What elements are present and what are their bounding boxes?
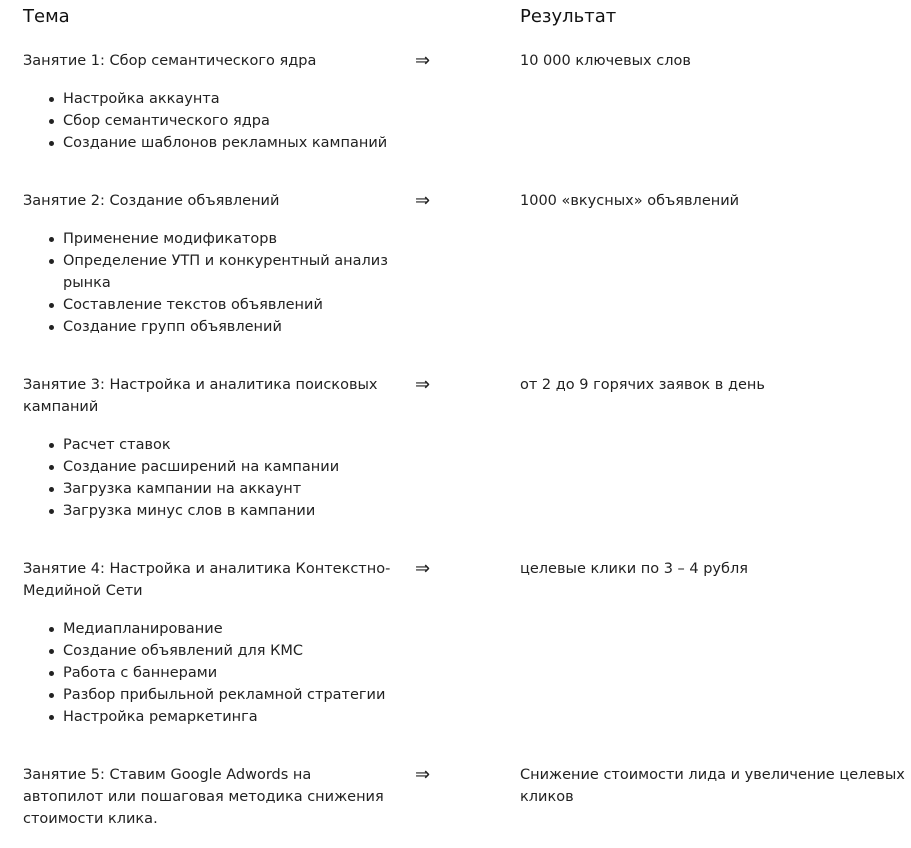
lesson-title: Занятие 4: Настройка и аналитика Контекстно-Медийной Сети <box>23 561 391 599</box>
lesson-result: 1000 «вкусных» объявлений <box>520 193 740 209</box>
list-item: Составление текстов объявлений <box>63 294 413 316</box>
right-arrow-icon: ⇒ <box>415 50 431 71</box>
list-item: Работа с баннерами <box>63 662 413 684</box>
list-item: Создание шаблонов рекламных кампаний <box>63 132 413 154</box>
lesson-items-list <box>23 228 413 338</box>
list-item: Определение УТП и конкурентный анализ рынка <box>63 250 413 294</box>
lesson-result: 10 000 ключевых слов <box>520 53 691 69</box>
list-item: Настройка аккаунта <box>63 88 413 110</box>
topic-column-header: Тема <box>23 6 70 27</box>
list-item: Создание расширений на кампании <box>63 456 413 478</box>
list-item: Расчет ставок <box>63 434 413 456</box>
right-arrow-icon: ⇒ <box>415 558 431 579</box>
list-item: Настройка ремаркетинга <box>63 706 413 728</box>
lesson-result: от 2 до 9 горячих заявок в день <box>520 377 765 393</box>
lesson-result: Снижение стоимости лида и увеличение целевых кликов <box>520 767 905 805</box>
lesson-items-list <box>23 88 413 154</box>
right-arrow-icon: ⇒ <box>415 374 431 395</box>
lesson-result: целевые клики по 3 – 4 рубля <box>520 561 748 577</box>
lesson-title: Занятие 2: Создание объявлений <box>23 193 280 209</box>
list-item: Создание объявлений для КМС <box>63 640 413 662</box>
list-item: Применение модификаторв <box>63 228 413 250</box>
lesson-items-list <box>23 434 413 522</box>
lesson-title: Занятие 3: Настройка и аналитика поисковых кампаний <box>23 377 378 415</box>
right-arrow-icon: ⇒ <box>415 764 431 785</box>
result-column-header: Результат <box>520 6 617 27</box>
lesson-items-list <box>23 618 413 728</box>
list-item: Загрузка кампании на аккаунт <box>63 478 413 500</box>
list-item: Разбор прибыльной рекламной стратегии <box>63 684 413 706</box>
list-item: Сбор семантического ядра <box>63 110 413 132</box>
list-item: Медиапланирование <box>63 618 413 640</box>
lesson-title: Занятие 5: Ставим Google Adwords на автопилот или пошаговая методика снижения стоимости клика. <box>23 767 384 827</box>
list-item: Загрузка минус слов в кампании <box>63 500 413 522</box>
list-item: Создание групп объявлений <box>63 316 413 338</box>
lesson-title: Занятие 1: Сбор семантического ядра <box>23 53 317 69</box>
right-arrow-icon: ⇒ <box>415 190 431 211</box>
